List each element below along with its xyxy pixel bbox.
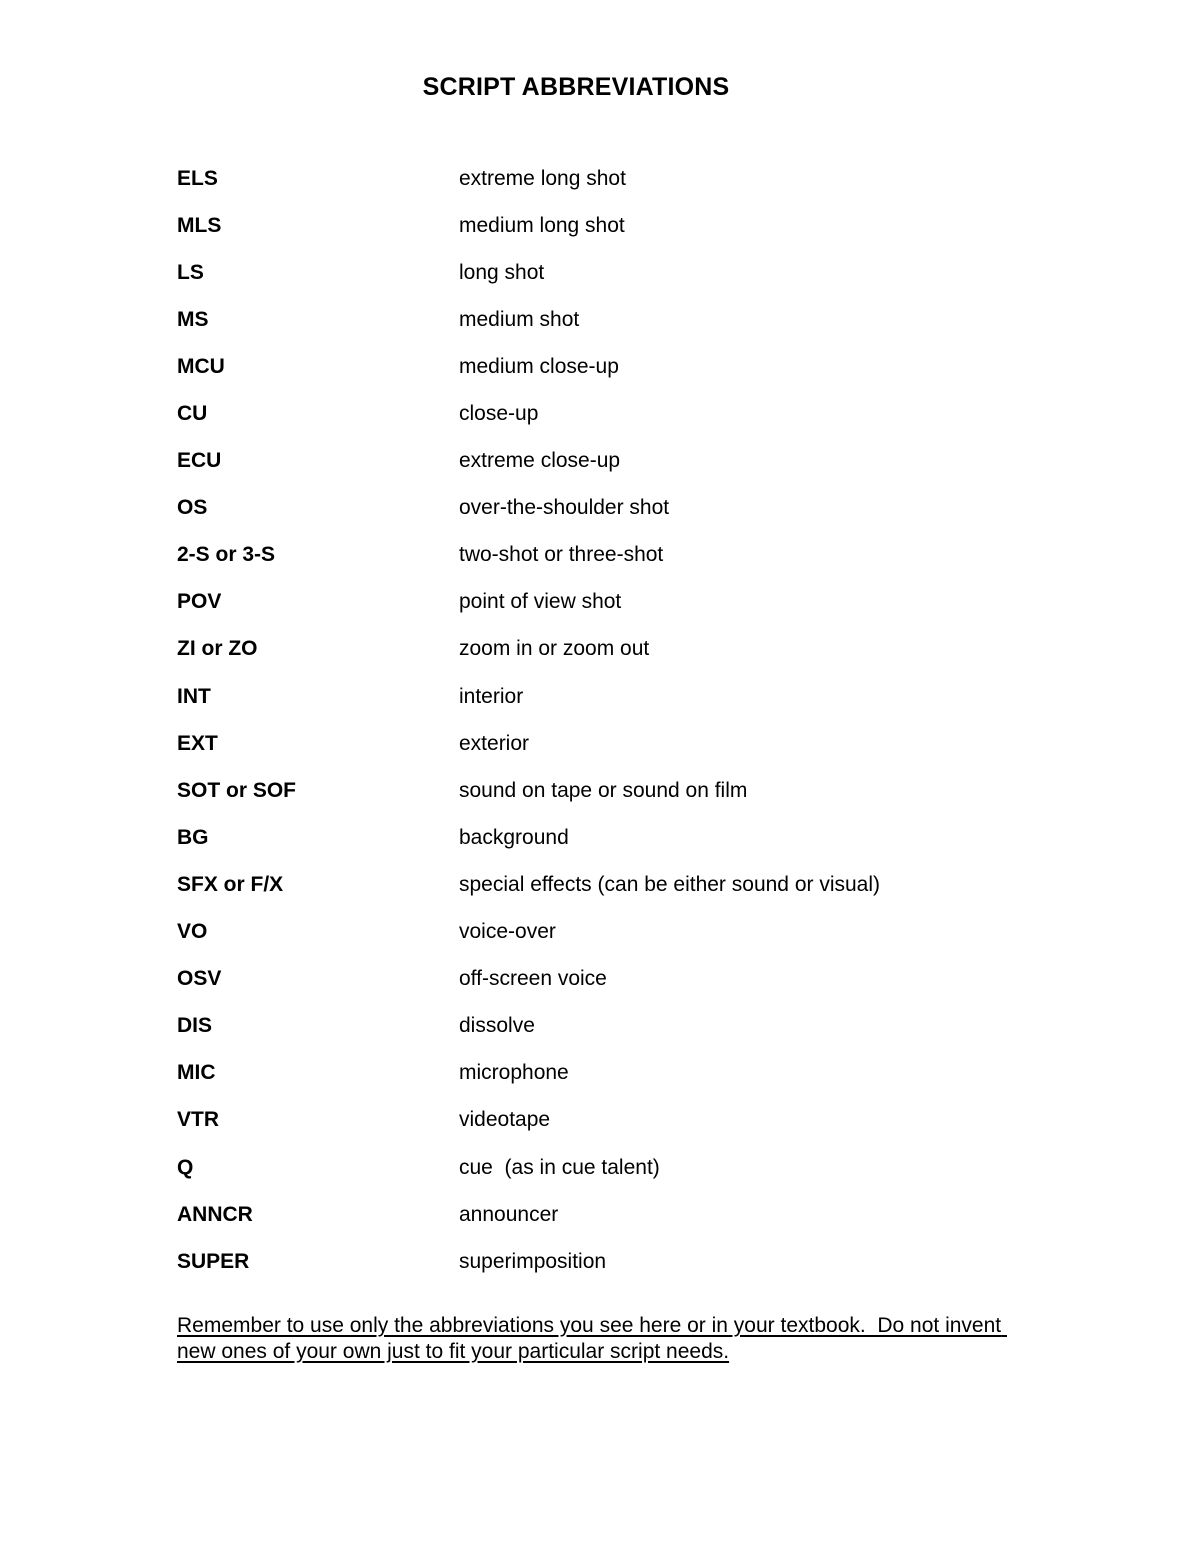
abbreviation-row (177, 202, 1037, 249)
abbreviation-meaning: voice-over (459, 920, 556, 944)
abbreviation-list (177, 155, 1037, 1285)
abbreviation-meaning: medium close-up (459, 354, 619, 378)
abbreviation-term: LS (177, 260, 204, 284)
abbreviation-term: Q (177, 1155, 194, 1179)
abbreviation-row (177, 1144, 1037, 1191)
abbreviation-term: VTR (177, 1108, 219, 1132)
page-title: SCRIPT ABBREVIATIONS (422, 73, 730, 101)
abbreviation-term: SFX or F/X (177, 872, 284, 896)
abbreviation-term: MS (177, 307, 209, 331)
abbreviation-meaning: background (459, 825, 569, 849)
abbreviation-meaning: off-screen voice (459, 967, 607, 991)
abbreviation-row (177, 390, 1037, 437)
abbreviation-meaning: two-shot or three-shot (459, 543, 664, 567)
abbreviation-term: CU (177, 402, 208, 426)
abbreviation-meaning: zoom in or zoom out (459, 637, 650, 661)
abbreviation-meaning: extreme close-up (459, 449, 621, 473)
abbreviation-meaning: long shot (459, 260, 545, 284)
abbreviation-meaning: medium long shot (459, 213, 625, 237)
abbreviation-term: EXT (177, 731, 218, 755)
abbreviation-row (177, 1097, 1037, 1144)
abbreviation-meaning: announcer (459, 1202, 559, 1226)
abbreviation-row (177, 296, 1037, 343)
abbreviation-term: OS (177, 496, 208, 520)
abbreviation-meaning: superimposition (459, 1249, 607, 1273)
abbreviation-term: MLS (177, 213, 222, 237)
abbreviation-meaning: over-the-shoulder shot (459, 496, 670, 520)
abbreviation-row (177, 1191, 1037, 1238)
abbreviation-term: ECU (177, 449, 222, 473)
abbreviation-row (177, 485, 1037, 532)
abbreviation-row (177, 956, 1037, 1003)
abbreviation-row (177, 720, 1037, 767)
abbreviation-term: ANNCR (177, 1202, 253, 1226)
abbreviation-row (177, 249, 1037, 296)
abbreviation-row (177, 767, 1037, 814)
abbreviation-meaning: extreme long shot (459, 166, 626, 190)
abbreviation-meaning: medium shot (459, 307, 580, 331)
abbreviation-term: VO (177, 920, 208, 944)
abbreviation-row (177, 861, 1037, 908)
abbreviation-meaning: microphone (459, 1061, 569, 1085)
abbreviation-row (177, 155, 1037, 202)
abbreviation-meaning: interior (459, 684, 524, 708)
abbreviation-term: DIS (177, 1014, 213, 1038)
abbreviation-row (177, 532, 1037, 579)
abbreviation-term: SUPER (177, 1249, 250, 1273)
abbreviation-row (177, 909, 1037, 956)
abbreviation-term: BG (177, 825, 209, 849)
abbreviation-row (177, 579, 1037, 626)
abbreviation-term: MCU (177, 354, 225, 378)
reminder-note: Remember to use only the abbreviations you see here or in your textbook. Do not invent new ones of your own just to fit your particular script needs. (177, 1314, 1007, 1363)
abbreviation-meaning: dissolve (459, 1014, 535, 1038)
abbreviation-term: SOT or SOF (177, 778, 297, 802)
abbreviation-row (177, 1050, 1037, 1097)
abbreviation-meaning: close-up (459, 402, 539, 426)
abbreviation-term: OSV (177, 967, 222, 991)
abbreviation-term: ELS (177, 166, 218, 190)
abbreviation-meaning: sound on tape or sound on film (459, 778, 748, 802)
abbreviation-meaning: videotape (459, 1108, 551, 1132)
abbreviation-term: MIC (177, 1061, 216, 1085)
abbreviation-term: ZI or ZO (177, 637, 258, 661)
abbreviation-term: 2-S or 3-S (177, 543, 276, 567)
abbreviation-term: INT (177, 684, 211, 708)
abbreviation-meaning: special effects (can be either sound or visual) (459, 872, 881, 896)
abbreviation-row (177, 626, 1037, 673)
abbreviation-meaning: point of view shot (459, 590, 622, 614)
abbreviation-row (177, 1238, 1037, 1285)
abbreviation-row (177, 1003, 1037, 1050)
abbreviation-row (177, 814, 1037, 861)
abbreviation-row (177, 673, 1037, 720)
abbreviation-term: POV (177, 590, 222, 614)
abbreviation-meaning: exterior (459, 731, 530, 755)
abbreviation-meaning: cue (as in cue talent) (459, 1155, 660, 1179)
abbreviation-row (177, 343, 1037, 390)
abbreviation-row (177, 438, 1037, 485)
